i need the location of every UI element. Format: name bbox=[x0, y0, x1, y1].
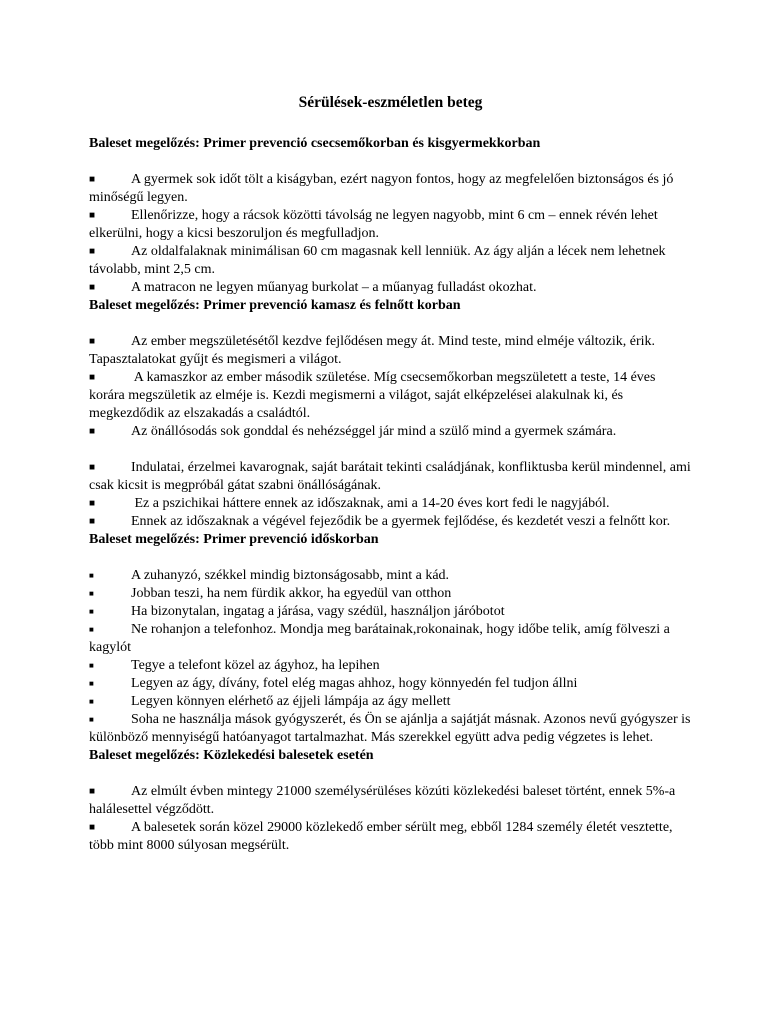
list-item: ■ Legyen könnyen elérhető az éjjeli lámpája az ágy mellett bbox=[89, 694, 451, 709]
list-item: ■ A matracon ne legyen műanyag burkolat – a műanyag fulladást okozhat. bbox=[89, 280, 537, 295]
list-item: ■ Jobban teszi, ha nem fürdik akkor, ha egyedül van otthon bbox=[89, 586, 452, 601]
list-item: ■ Ne rohanjon a telefonhoz. Mondja meg barátainak,rokonainak, hogy időbe telik, amíg fölveszi a kagylót bbox=[89, 622, 670, 655]
bullet-icon: ■ bbox=[89, 786, 96, 797]
bullet-icon: ■ bbox=[89, 571, 94, 580]
list-item: ■ Az önállósodás sok gonddal és nehézséggel jár mind a szülő mind a gyermek számára. bbox=[89, 424, 617, 439]
list-item: ■ Ellenőrizze, hogy a rácsok közötti távolság ne legyen nagyobb, mint 6 cm – ennek révén lehet elkerülni, hogy a kicsi beszoruljon és megfulladjon. bbox=[89, 208, 658, 241]
list-item: ■ Az elmúlt évben mintegy 21000 személysérüléses közúti közlekedési baleset történt, ennek 5%-a halálesettel végződött. bbox=[89, 784, 676, 817]
bullet-icon: ■ bbox=[89, 210, 96, 221]
section-heading-elderly: Baleset megelőzés: Primer prevenció időskorban bbox=[89, 532, 379, 547]
bullet-icon: ■ bbox=[89, 174, 96, 185]
list-item: ■ Ez a pszichikai háttere ennek az időszaknak, ami a 14-20 éves kort fedi le nagyjából. bbox=[89, 496, 610, 511]
bullet-icon: ■ bbox=[89, 589, 94, 598]
bullet-icon: ■ bbox=[89, 625, 94, 634]
bullet-list-traffic bbox=[89, 783, 692, 855]
list-item: ■ Ennek az időszaknak a végével fejeződik be a gyermek fejlődése, és kezdetét veszi a felnőtt kor. bbox=[89, 514, 671, 529]
bullet-list-elderly bbox=[89, 567, 692, 747]
list-item: ■ Ha bizonytalan, ingatag a járása, vagy szédül, használjon járóbotot bbox=[89, 604, 505, 619]
bullet-icon: ■ bbox=[89, 246, 96, 257]
section-heading-adolescent: Baleset megelőzés: Primer prevenció kamasz és felnőtt korban bbox=[89, 298, 461, 313]
list-item: ■ Legyen az ágy, dívány, fotel elég magas ahhoz, hogy könnyedén fel tudjon állni bbox=[89, 676, 578, 691]
bullet-icon: ■ bbox=[89, 715, 94, 724]
bullet-icon: ■ bbox=[89, 282, 96, 293]
bullet-icon: ■ bbox=[89, 697, 94, 706]
bullet-icon: ■ bbox=[89, 822, 96, 833]
list-item: ■ A zuhanyzó, székkel mindig biztonságosabb, mint a kád. bbox=[89, 568, 450, 583]
list-item: ■ A kamaszkor az ember második születése. Míg csecsemőkorban megszületett a teste, 14 éves korára megszületik az elméje is. Kezdi megismerni a világot, saját elképzelései alakulnak ki, és megkezdődik az elszakadás a családtól. bbox=[89, 370, 656, 421]
section-heading-infant: Baleset megelőzés: Primer prevenció csecsemőkorban és kisgyermekkorban bbox=[89, 136, 541, 151]
list-item: ■ A gyermek sok időt tölt a kiságyban, ezért nagyon fontos, hogy az megfelelően biztonságos és jó minőségű legyen. bbox=[89, 172, 674, 205]
list-item: ■ Tegye a telefont közel az ágyhoz, ha lepihen bbox=[89, 658, 380, 673]
bullet-list-infant bbox=[89, 171, 692, 297]
bullet-icon: ■ bbox=[89, 607, 94, 616]
document-title: Sérülések-eszméletlen beteg bbox=[298, 94, 483, 111]
bullet-list-adolescent bbox=[89, 333, 692, 531]
list-item: ■ Az ember megszületésétől kezdve fejlődésen megy át. Mind teste, mind elméje változik, érik. Tapasztalatokat gyűjt és megismeri a világot. bbox=[89, 334, 656, 367]
bullet-icon: ■ bbox=[89, 679, 94, 688]
bullet-icon: ■ bbox=[89, 661, 94, 670]
bullet-icon: ■ bbox=[89, 516, 96, 527]
bullet-icon: ■ bbox=[89, 372, 96, 383]
bullet-icon: ■ bbox=[89, 336, 96, 347]
bullet-icon: ■ bbox=[89, 426, 96, 437]
bullet-icon: ■ bbox=[89, 498, 96, 509]
list-item: ■ A balesetek során közel 29000 közlekedő ember sérült meg, ebből 1284 személy életét vesztette, több mint 8000 súlyosan megsérült. bbox=[89, 820, 673, 853]
list-item: ■ Soha ne használja mások gyógyszerét, és Ön se ajánlja a sajátját másnak. Azonos nevű gyógyszer is különböző mennyiségű hatóanyagot tartalmazhat. Más szerekkel együtt adva pedig végzetes is lehet. bbox=[89, 712, 691, 745]
bullet-icon: ■ bbox=[89, 462, 96, 473]
section-heading-traffic: Baleset megelőzés: Közlekedési balesetek esetén bbox=[89, 748, 374, 763]
list-item: ■ Az oldalfalaknak minimálisan 60 cm magasnak kell lenniük. Az ágy alján a lécek nem lehetnek távolabb, mint 2,5 cm. bbox=[89, 244, 666, 277]
list-item: ■ Indulatai, érzelmei kavarognak, saját barátait tekinti családjának, konfliktusba kerül mindennel, ami csak kicsit is megpróbál gátat szabni önállóságának. bbox=[89, 460, 691, 493]
